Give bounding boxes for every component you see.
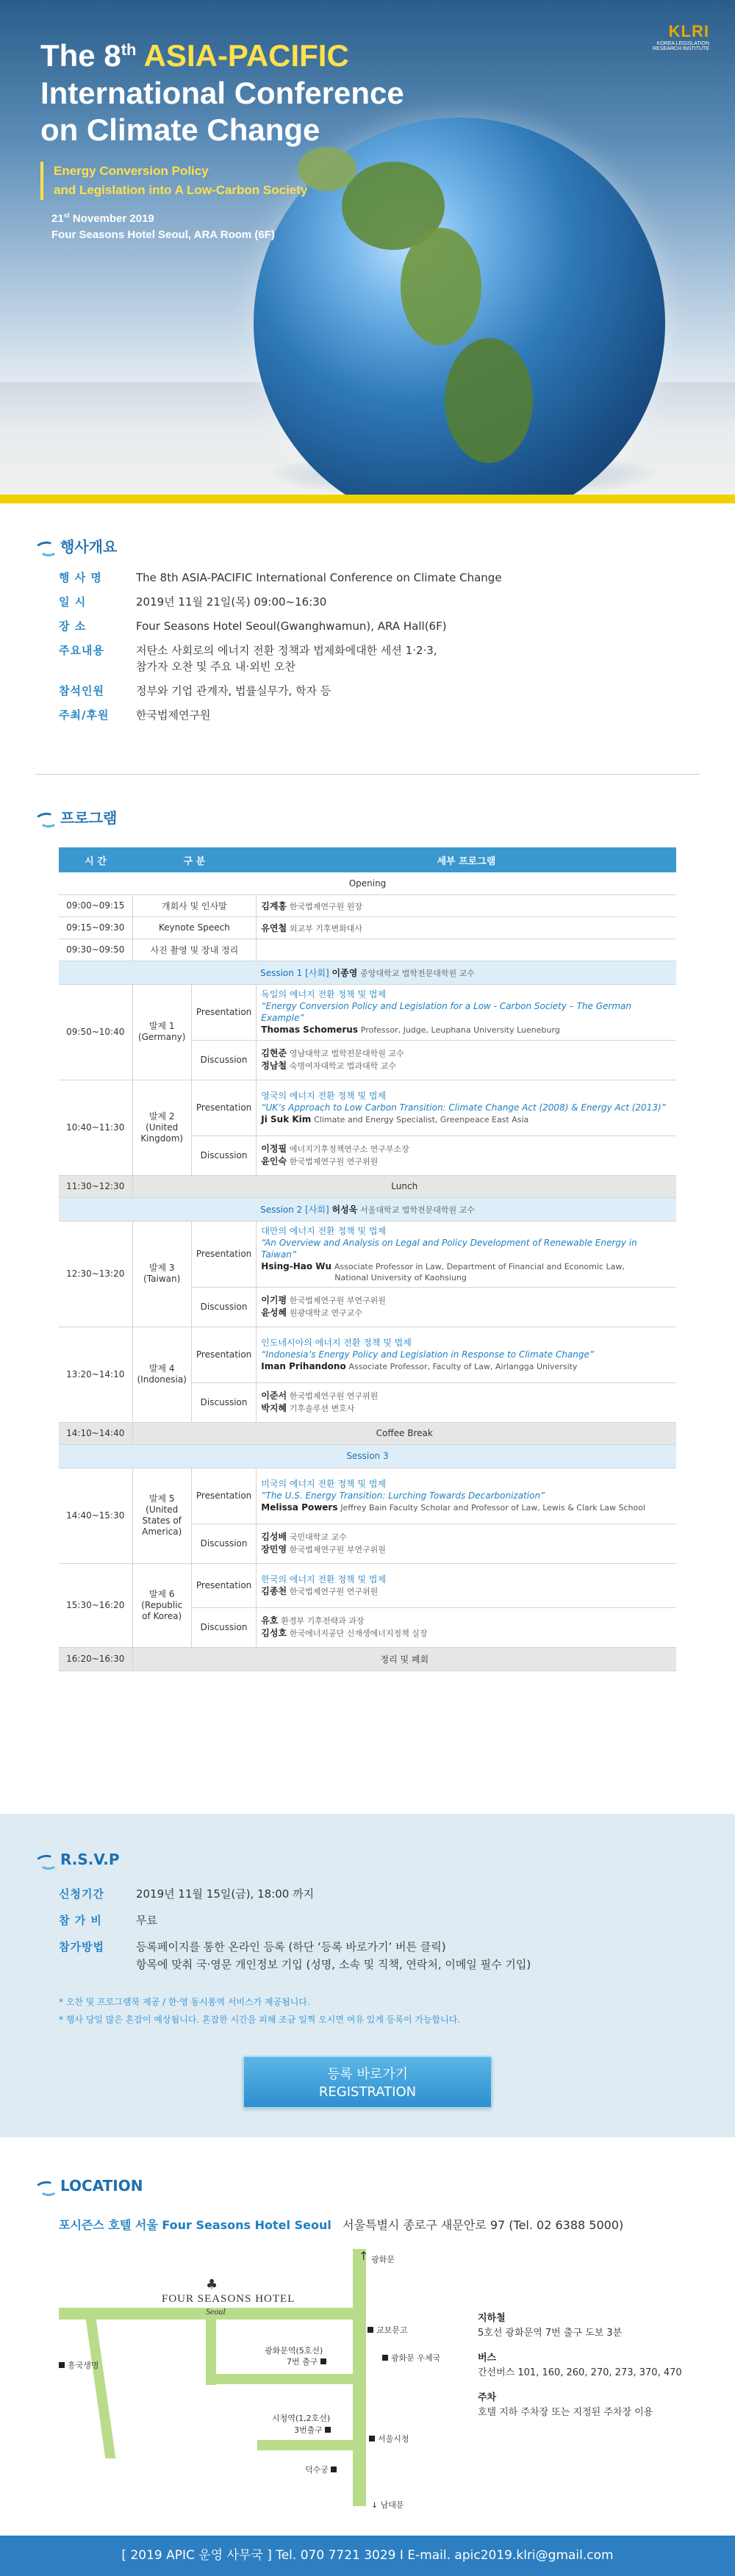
north-arrow-icon: ↑	[359, 2249, 369, 2263]
program-table	[59, 847, 676, 1671]
table-row: 14:40~15:30 발제 5 (United States of America) Presentation 미국의 에너지 전환 정책 및 법제 “The U.S. Energy Transition: Lurching Towards Decarbonization” Melissa Powers Jeffrey Bain Faculty Scholar and Professor of Law, Lewis & Clark Law School	[59, 1468, 676, 1524]
hero-date: 21st November 2019 Four Seasons Hotel Seoul, ARA Room (6F)	[51, 212, 275, 241]
session-row: Session 1 [사회] 이종영 중앙대학교 법학전문대학원 교수	[59, 961, 676, 984]
subway-exit-icon	[325, 2427, 331, 2433]
table-row: 12:30~13:20 발제 3 (Taiwan) Presentation 대만의 에너지 전환 정책 및 법제 “An Overview and Analysis on Legal and Policy Development of Renewable Energy in Taiwan” Hsing-Hao Wu Associate Professor in Law, Department of Financial and Economic Law, National University of Kaohsiung	[59, 1221, 676, 1287]
registration-button[interactable]: 등록 바로가기 REGISTRATION	[243, 2056, 492, 2109]
rsvp-heading: R.S.V.P	[35, 1851, 120, 1868]
hero-yellow-bar	[0, 495, 735, 503]
swirl-icon	[35, 540, 54, 552]
col-time-header: 시 간	[59, 847, 132, 872]
overview-list	[59, 570, 691, 731]
session-row: Session 2 [사회] 허성욱 서울대학교 법학전문대학원 교수	[59, 1197, 676, 1221]
table-row: 09:00~09:15 개회사 및 인사말 김계홍 한국법제연구원 원장	[59, 894, 676, 916]
table-row: 15:30~16:20 발제 6 (Republic of Korea) Presentation 한국의 에너지 전환 정책 및 법제 김종천 한국법제연구원 연구위원	[59, 1563, 676, 1607]
location-address: 포시즌스 호텔 서울 Four Seasons Hotel Seoul 서울특별시 종로구 새문안로 97 (Tel. 02 6388 5000)	[59, 2218, 624, 2232]
table-row: 09:30~09:50 사진 촬영 및 장내 정리	[59, 939, 676, 961]
location-map: ↑ 광화문 ↓ 남대문 ♣ FOUR SEASONS HOTEL Seoul 교보문고 광화문역(5호선) 7번 출구 광화문 우체국 흥국생명 시청역(1,2호선) 3번출구 서울시청 덕수궁	[51, 2249, 463, 2506]
rsvp-note: * 행사 당일 많은 혼잡이 예상됩니다. 혼잡한 시간을 피해 조금 일찍 오시면 여유 있게 등록이 가능합니다.	[59, 2014, 461, 2025]
table-row: 14:10~14:40 Coffee Break	[59, 1422, 676, 1444]
table-row: 16:20~16:30 정리 및 폐회	[59, 1647, 676, 1671]
building-marker-icon	[331, 2466, 337, 2472]
building-marker-icon	[368, 2327, 373, 2333]
klri-logo: KLRI KOREA LEGISLATION RESEARCH INSTITUTE	[652, 22, 709, 51]
subway-exit-icon	[320, 2358, 326, 2364]
building-marker-icon	[59, 2362, 65, 2368]
overview-row: 일 시 2019년 11월 21일(목) 09:00~16:30	[59, 595, 327, 609]
rsvp-row: 신청기간 2019년 11월 15일(금), 18:00 까지	[59, 1887, 315, 1901]
overview-row: 장 소 Four Seasons Hotel Seoul(Gwanghwamun), ARA Hall(6F)	[59, 620, 447, 633]
table-row: 11:30~12:30 Lunch	[59, 1175, 676, 1197]
section-divider	[35, 774, 700, 775]
rsvp-list	[59, 1885, 691, 1982]
building-marker-icon	[382, 2355, 388, 2361]
table-row: Discussion 김현준 영남대학교 법학전문대학원 교수 정남철 숙명여자대학교 법과대학 교수	[59, 1040, 676, 1080]
location-heading: LOCATION	[35, 2177, 143, 2195]
swirl-icon	[35, 811, 54, 823]
table-row: Discussion 이기평 한국법제연구원 부연구위원 윤성혜 원광대학교 연구교수	[59, 1287, 676, 1327]
overview-row: 행 사 명 The 8th ASIA-PACIFIC International Conference on Climate Change	[59, 571, 502, 584]
south-arrow-icon: ↓	[371, 2500, 379, 2510]
swirl-icon	[35, 1854, 54, 1865]
hero-subtitle: Energy Conversion Policy and Legislation into A Low-Carbon Society	[40, 162, 307, 200]
transport-info: 지하철 5호선 광화문역 7번 출구 도보 3분 버스 간선버스 101, 160, 260, 270, 273, 370, 470 주차 호텔 지하 주차장 또는 지정된 주차장 이용	[478, 2313, 682, 2418]
swirl-icon	[35, 2180, 54, 2192]
hero-banner	[0, 0, 735, 503]
overview-heading: 행사개요	[35, 535, 117, 556]
hero-title-line1: The 8th ASIA-PACIFIC	[40, 38, 349, 73]
overview-row: 주최/후원 한국법제연구원	[59, 708, 211, 722]
hero-title-line2: International Conference on Climate Change	[40, 76, 404, 147]
table-row: Discussion 김성배 국민대학교 교수 장민영 한국법제연구원 부연구위원	[59, 1524, 676, 1563]
rsvp-row: 참 가 비 무료	[59, 1914, 157, 1927]
session-row: Session 3	[59, 1444, 676, 1468]
building-marker-icon	[369, 2436, 375, 2442]
col-detail-header: 세부 프로그램	[257, 847, 676, 872]
table-row: Discussion 유호 환경부 기후전략과 과장 김성호 한국에너지공단 신재생에너지정책 실장	[59, 1607, 676, 1647]
col-type-header: 구 분	[132, 847, 257, 872]
rsvp-row: 참가방법 등록페이지를 통한 온라인 등록 (하단 ‘등록 바로가기’ 버튼 클릭) 항목에 맞춰 국·영문 개인정보 기입 (성명, 소속 및 직책, 연락처, 이메일 필수 기입)	[59, 1940, 531, 1971]
table-row: Discussion 이준서 한국법제연구원 연구위원 박지혜 기후솔루션 변호사	[59, 1382, 676, 1422]
table-row: 09:15~09:30 Keynote Speech 유연철 외교부 기후변화대사	[59, 916, 676, 939]
overview-row: 주요내용 저탄소 사회로의 에너지 전환 정책과 법제화에대한 세션 1·2·3, 참가자 오찬 및 주요 내·외빈 오찬	[59, 644, 437, 673]
table-row: Opening	[59, 872, 676, 894]
footer-contact: [ 2019 APIC 운영 사무국 ] Tel. 070 7721 3029 I E-mail. apic2019.klri@gmail.com	[0, 2536, 735, 2576]
table-row: 13:20~14:10 발제 4 (Indonesia) Presentation 인도네시아의 에너지 전환 정책 및 법제 “Indonesia’s Energy Policy and Legislation in Response to Climate Change” Iman Prihandono Associate Professor, Faculty of Law, Airlangga University	[59, 1327, 676, 1382]
table-row: Discussion 이정필 에너지기후정책연구소 연구부소장 윤인숙 한국법제연구원 연구위원	[59, 1135, 676, 1175]
table-header-row	[59, 847, 676, 872]
globe-image	[254, 118, 665, 503]
rsvp-note: * 오찬 및 프로그램북 제공 / 한·영 동시통역 서비스가 제공됩니다.	[59, 1997, 310, 2007]
table-row: 09:50~10:40 발제 1 (Germany) Presentation 독일의 에너지 전환 정책 및 법제 “Energy Conversion Policy and Legislation for a Low - Carbon Society – The German Example” Thomas Schomerus Professor, Judge, Leuphana University Lueneburg	[59, 984, 676, 1040]
hotel-tree-icon: ♣	[206, 2277, 218, 2292]
overview-row: 참석인원 정부와 기업 관계자, 법률실무가, 학자 등	[59, 684, 331, 697]
table-row: 10:40~11:30 발제 2 (United Kingdom) Presentation 영국의 에너지 전환 정책 및 법제 “UK’s Approach to Low Carbon Transition: Climate Change Act (2008) & Energy Act (2013)” Ji Suk Kim Climate and Energy Specialist, Greenpeace East Asia	[59, 1080, 676, 1135]
program-heading: 프로그램	[35, 806, 117, 828]
